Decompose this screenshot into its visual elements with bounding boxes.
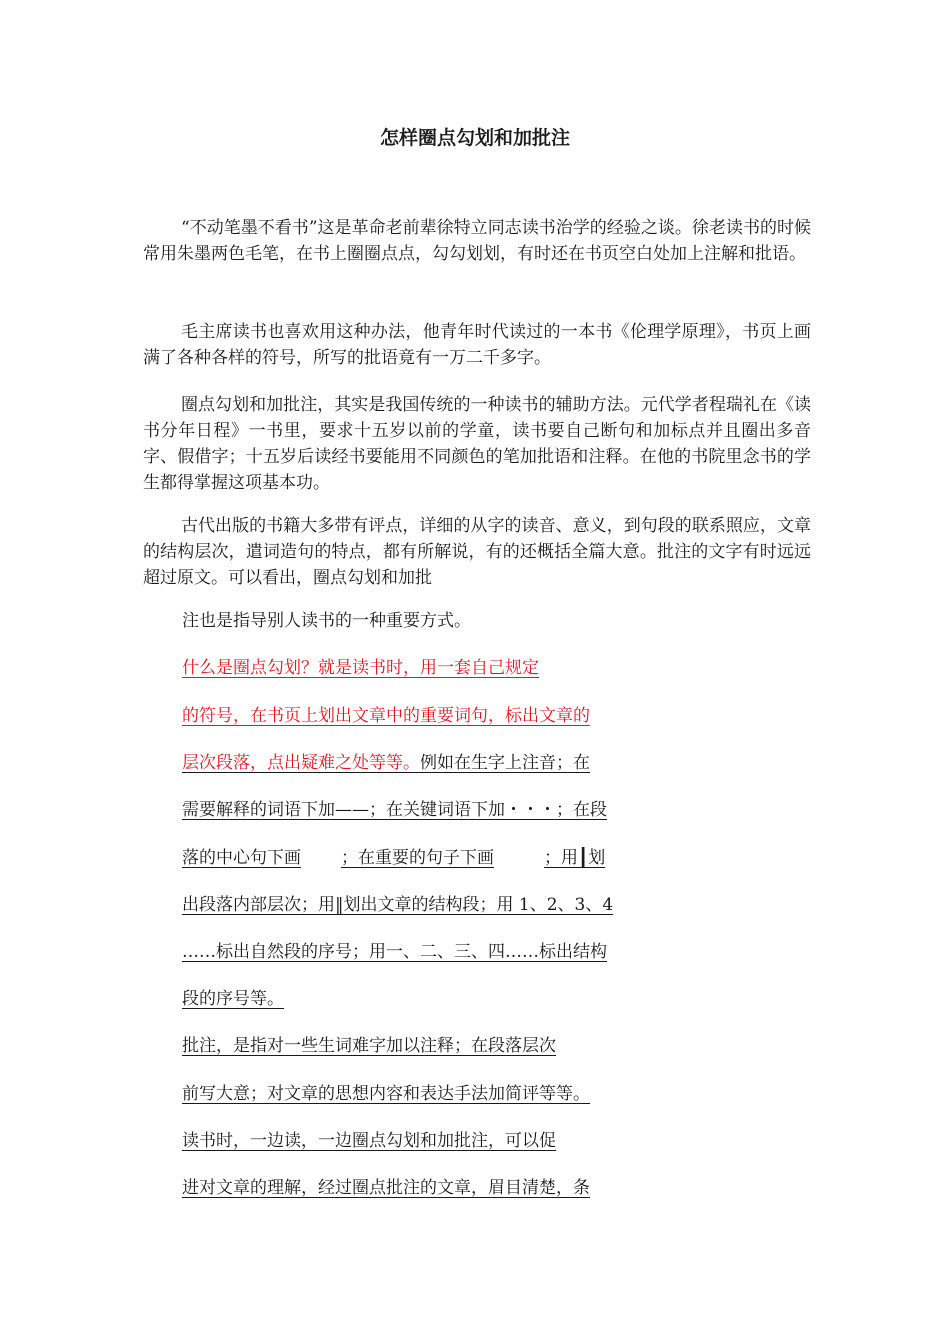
line-6-part-a: 落的中心句下画 xyxy=(182,848,301,868)
line-2-red: 什么是圈点勾划？就是读书时，用一套自己规定 xyxy=(182,658,539,678)
paragraph-1: “不动笔墨不看书”这是革命老前辈徐特立同志读书治学的经验之谈。徐老读书的时候常用朱墨两色毛笔，在书上圈圈点点，勾勾划划，有时还在书页空白处加上注解和批语。 xyxy=(143,218,811,264)
line-11: 前写大意；对文章的思想内容和表达手法加简评等等。 xyxy=(182,1084,590,1104)
line-10: 批注，是指对一些生词难字加以注释；在段落层次 xyxy=(182,1036,556,1056)
paragraph-3: 圈点勾划和加批注，其实是我国传统的一种读书的辅助方法。元代学者程瑞礼在《读书分年日程》一书里，要求十五岁以前的学童，读书要自己断句和加标点并且圈出多音字、假借字；十五岁后读经书要能用不同颜色的笔加批语和注释。在他的书院里念书的学生都得掌握这项基本功。 xyxy=(143,395,811,493)
line-9: 段的序号等。 xyxy=(182,989,284,1009)
line-6-part-c: ；用┃划 xyxy=(544,848,606,868)
line-5: 需要解释的词语下加——；在关键词语下加・・・；在段 xyxy=(182,800,607,820)
line-4 xyxy=(182,750,590,776)
line-7: 出段落内部层次；用‖划出文章的结构段；用 1、2、3、4 xyxy=(182,895,614,915)
line-8: ……标出自然段的序号；用一、二、三、四……标出结构 xyxy=(182,942,607,962)
line-13: 进对文章的理解，经过圈点批注的文章，眉目清楚，条 xyxy=(182,1178,590,1198)
paragraph-4: 古代出版的书籍大多带有评点，详细的从字的读音、意义，到句段的联系照应，文章的结构层次，遣词造句的特点，都有所解说，有的还概括全篇大意。批注的文字有时远远超过原文。可以看出，圈点勾划和加批 xyxy=(143,516,811,588)
paragraph-2: 毛主席读书也喜欢用这种办法，他青年时代读过的一本书《伦理学原理》，书页上画满了各种各样的符号，所写的批语竟有一万二千多字。 xyxy=(143,322,811,368)
document-title: 怎样圈点勾划和加批注 xyxy=(379,127,570,149)
line-4-black-part: 例如在生字上注音；在 xyxy=(420,753,590,773)
line-12: 读书时，一边读，一边圈点勾划和加批注，可以促 xyxy=(182,1131,556,1151)
line-6-part-b: ；在重要的句子下画 xyxy=(341,848,494,868)
line-1: 注也是指导别人读书的一种重要方式。 xyxy=(182,611,471,631)
line-3-red: 的符号，在书页上划出文章中的重要词句，标出文章的 xyxy=(182,706,590,726)
line-4-red-part: 层次段落，点出疑难之处等等。 xyxy=(182,753,420,773)
line-6 xyxy=(182,845,605,871)
